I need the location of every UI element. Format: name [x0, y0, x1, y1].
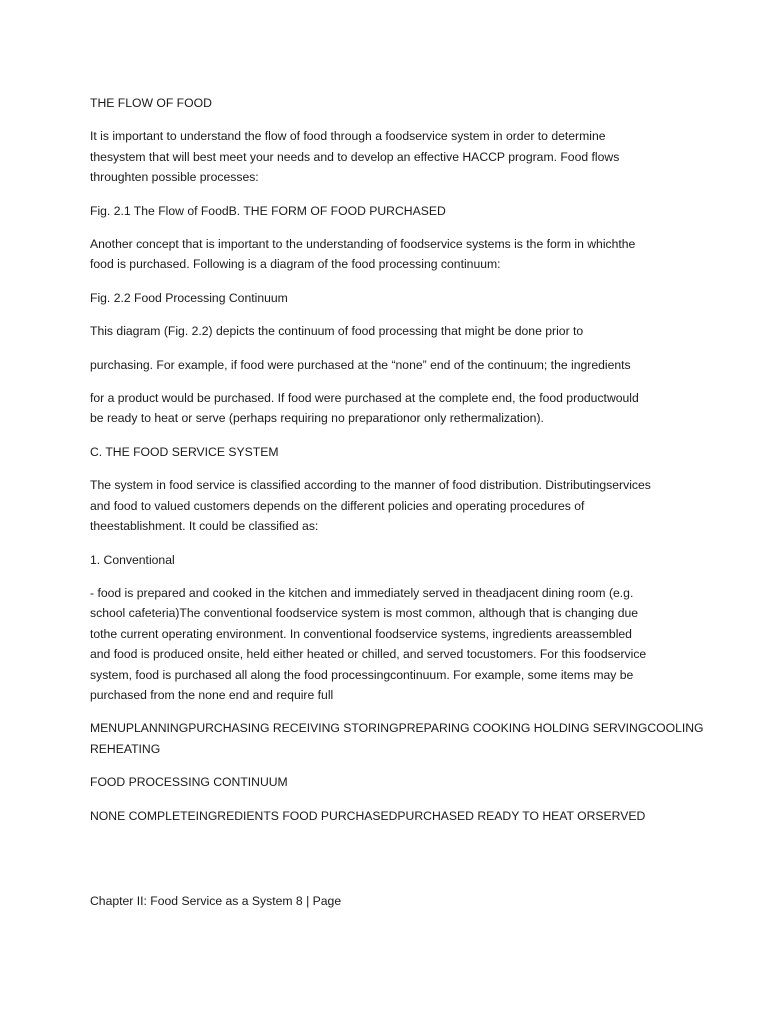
- paragraph-line: throughten possible processes:: [90, 170, 259, 185]
- continuum-heading: [90, 772, 680, 792]
- paragraph-line: school cafeteria)The conventional foodservice system is most common, although that is changing due: [90, 606, 639, 621]
- list-item-text: 1. Conventional: [90, 552, 175, 567]
- form-of-food-paragraph: [90, 234, 680, 275]
- paragraph-line: tothe current operating environment. In conventional foodservice systems, ingredients areassembled: [90, 626, 632, 641]
- caption-text: Fig. 2.2 Food Processing Continuum: [90, 290, 288, 305]
- flow-labels-line: REHEATING: [90, 741, 161, 756]
- paragraph-line: and food is produced onsite, held either heated or chilled, and served tocustomers. For this foodservice: [90, 647, 647, 662]
- purchasing-sentence: [90, 355, 680, 375]
- section-heading-flow-of-food: [90, 93, 680, 113]
- figure-caption-2-2: [90, 288, 680, 308]
- heading-text: C. THE FOOD SERVICE SYSTEM: [90, 444, 279, 459]
- paragraph-line: food is purchased. Following is a diagram of the food processing continuum:: [90, 257, 501, 272]
- paragraph-line: purchased from the none end and require full: [90, 687, 334, 702]
- paragraph-line: It is important to understand the flow of food through a foodservice system in order to determine: [90, 129, 606, 144]
- continuum-labels: [90, 806, 680, 826]
- product-paragraph: [90, 388, 680, 429]
- paragraph-line: Another concept that is important to the understanding of foodservice systems is the form in whichthe: [90, 237, 636, 252]
- page-footer: Chapter II: Food Service as a System 8 | Page: [90, 894, 342, 908]
- section-heading-food-service-system: [90, 442, 680, 462]
- system-paragraph: [90, 475, 680, 536]
- flow-labels-line: MENUPLANNINGPURCHASING RECEIVING STORINGPREPARING COOKING HOLDING SERVINGCOOLING: [90, 721, 704, 736]
- intro-paragraph: [90, 126, 680, 187]
- paragraph-line: system, food is purchased all along the food processingcontinuum. For example, some items may be: [90, 667, 634, 682]
- paragraph-line: purchasing. For example, if food were purchased at the “none” end of the continuum; the ingredients: [90, 357, 631, 372]
- diagram-sentence: [90, 321, 680, 341]
- paragraph-line: be ready to heat or serve (perhaps requiring no preparationor only rethermalization).: [90, 411, 544, 426]
- caption-text: Fig. 2.1 The Flow of FoodB. THE FORM OF FOOD PURCHASED: [90, 203, 446, 218]
- paragraph-line: thesystem that will best meet your needs and to develop an effective HACCP program. Food flows: [90, 149, 620, 164]
- paragraph-line: theestablishment. It could be classified as:: [90, 519, 319, 534]
- continuum-labels-line: NONE COMPLETEINGREDIENTS FOOD PURCHASEDPURCHASED READY TO HEAT ORSERVED: [90, 808, 646, 823]
- heading-text: THE FLOW OF FOOD: [90, 96, 212, 110]
- conventional-paragraph: [90, 583, 680, 705]
- paragraph-line: - food is prepared and cooked in the kitchen and immediately served in theadjacent dining room (e.g.: [90, 585, 634, 600]
- paragraph-line: and food to valued customers depends on the different policies and operating procedures of: [90, 498, 585, 513]
- figure-caption-2-1: [90, 201, 680, 221]
- paragraph-line: The system in food service is classified according to the manner of food distribution. Distributingservices: [90, 478, 651, 493]
- paragraph-line: for a product would be purchased. If food were purchased at the complete end, the food productwould: [90, 391, 639, 406]
- heading-text: FOOD PROCESSING CONTINUUM: [90, 775, 288, 790]
- document-body: [90, 93, 704, 839]
- paragraph-line: This diagram (Fig. 2.2) depicts the continuum of food processing that might be done prior to: [90, 324, 584, 339]
- flow-of-food-labels: [90, 718, 704, 759]
- list-item-conventional: [90, 550, 680, 570]
